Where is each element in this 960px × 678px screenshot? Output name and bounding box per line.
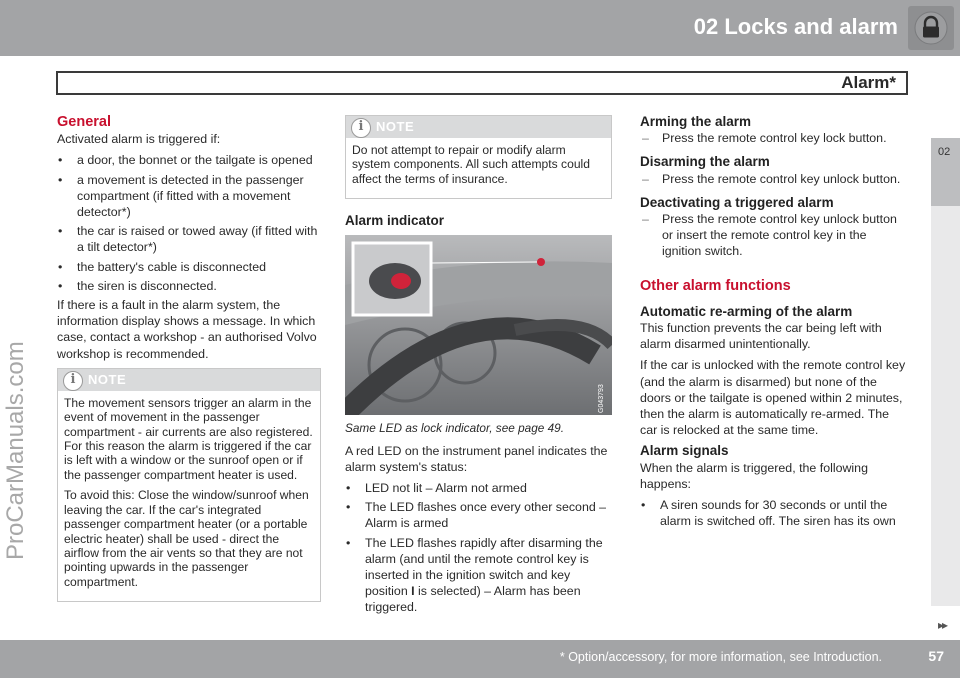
note-header xyxy=(346,116,611,138)
deactivating-steps xyxy=(640,211,906,260)
arming-heading: Arming the alarm xyxy=(640,114,752,129)
alarm-indicator-heading: Alarm indicator xyxy=(345,213,445,229)
page-number: 57 xyxy=(928,648,944,664)
note-box-movement xyxy=(57,368,321,602)
header-bar xyxy=(0,0,960,56)
list-item: • A siren sounds for 30 seconds or until the alarm is switched off. The siren has its own xyxy=(640,497,906,529)
chapter-side-tab-label: 02 xyxy=(938,146,951,158)
column-indicator xyxy=(345,114,612,619)
list-item: • the siren is disconnected. xyxy=(57,278,321,294)
section-bar xyxy=(56,71,908,95)
step-item: – Press the remote control key unlock button. xyxy=(640,171,906,187)
list-item: • a movement is detected in the passenger compartment (if fitted with a movement detector*) xyxy=(57,172,321,221)
signals-heading: Alarm signals xyxy=(640,443,729,459)
general-heading: General xyxy=(57,114,111,130)
list-item: • The LED flashes once every other second – Alarm is armed xyxy=(345,499,612,531)
signals-list xyxy=(640,497,906,529)
note-label: NOTE xyxy=(88,371,127,387)
disarming-heading: Disarming the alarm xyxy=(640,154,770,170)
padlock-icon xyxy=(914,11,948,45)
arming-steps xyxy=(640,130,906,146)
next-page-arrows[interactable]: ▸▸ xyxy=(937,618,946,632)
chapter-icon-box xyxy=(908,6,954,50)
list-item: • LED not lit – Alarm not armed xyxy=(345,480,612,496)
footnote: * Option/accessory, for more information, see Introduction. xyxy=(559,650,882,664)
column-procedures xyxy=(640,114,906,532)
note-header xyxy=(58,369,320,391)
info-icon: i xyxy=(351,118,371,138)
note-paragraph: The movement sensors trigger an alarm in the event of movement in the passenger compartment - air currents are also registered. For this reason the alarm is triggered if the car is left with a window or the sunroof open or if the passenger compartment heater is used. xyxy=(64,395,313,482)
rearm-paragraph: This function prevents the car being left with alarm disarmed unintentionally. xyxy=(640,321,882,352)
dashboard-illustration xyxy=(345,235,612,415)
note-paragraph: Do not attempt to repair or modify alarm system components. All such attempts could affect the terms of insurance. xyxy=(352,143,590,186)
list-item xyxy=(345,535,612,616)
other-functions-heading: Other alarm functions xyxy=(640,277,791,294)
chapter-title: 02 Locks and alarm xyxy=(693,14,898,39)
side-tab-strip xyxy=(931,206,960,606)
disarming-steps xyxy=(640,171,906,187)
signals-intro: When the alarm is triggered, the following happens: xyxy=(640,460,868,491)
watermark: ProCarManuals.com xyxy=(2,341,29,560)
deactivating-heading: Deactivating a triggered alarm xyxy=(640,194,834,210)
status-intro: A red LED on the instrument panel indicates the alarm system's status: xyxy=(345,443,608,474)
list-item: • the battery's cable is disconnected xyxy=(57,259,321,275)
list-item: • the car is raised or towed away (if fitted with a tilt detector*) xyxy=(57,223,321,255)
info-icon: i xyxy=(63,371,83,391)
list-item-text: is selected) – Alarm has been triggered. xyxy=(365,584,581,615)
rearm-paragraph: If the car is unlocked with the remote control key (and the alarm is disarmed) but none of the doors or the tailgate is opened within 2 minutes, then the alarm is automatically re-armed. The car is relocked at the same time. xyxy=(640,358,906,438)
list-item-text: The LED flashes rapidly after disarming the alarm (and until the remote control key is inserted in the ignition switch and key position xyxy=(365,535,603,599)
key-position: I xyxy=(411,584,415,599)
note-body xyxy=(346,138,611,198)
column-general xyxy=(57,114,321,602)
fault-paragraph: If there is a fault in the alarm system, the information display shows a message. In which case, contact a workshop - an authorised Volvo workshop is recommended. xyxy=(57,298,317,361)
status-list xyxy=(345,480,612,616)
note-label: NOTE xyxy=(376,119,415,134)
general-intro: Activated alarm is triggered if: xyxy=(57,132,221,147)
photo-caption: Same LED as lock indicator, see page 49. xyxy=(345,421,565,436)
rearm-heading: Automatic re-arming of the alarm xyxy=(640,303,853,319)
section-title: Alarm* xyxy=(841,73,896,92)
note-paragraph: To avoid this: Close the window/sunroof when leaving the car. If the car's integrated passenger compartment heater (or a portable electric heater) shall be used - direct the airflow from the air vents so that they are not pointing upwards in the passenger compartment. xyxy=(64,488,309,589)
dashboard-photo xyxy=(345,235,612,415)
chapter-side-tab[interactable] xyxy=(931,138,960,206)
note-body xyxy=(58,391,320,601)
list-item: • a door, the bonnet or the tailgate is opened xyxy=(57,152,321,168)
step-item: – Press the remote control key lock button. xyxy=(640,130,906,146)
photo-code: G043793 xyxy=(598,384,605,414)
step-item: – Press the remote control key unlock button or insert the remote control key in the ignition switch. xyxy=(640,211,906,260)
trigger-list xyxy=(57,152,321,294)
note-box-repair xyxy=(345,115,612,199)
